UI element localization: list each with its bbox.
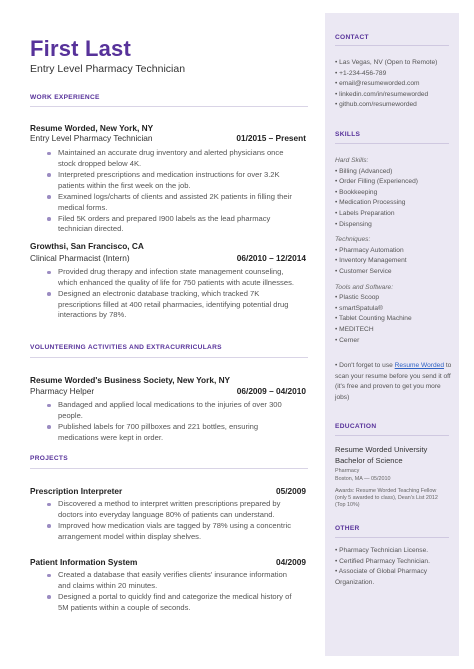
skills-subheading-hard: Hard Skills: — [335, 157, 369, 164]
candidate-title: Entry Level Pharmacy Technician — [30, 63, 186, 75]
bullet-text: Designed an electronic database tracking, which tracked 7K prescriptions filled at 400 retail pharmacies, identifying potential drug interactions by 78%. — [58, 288, 289, 320]
project-name: Prescription Interpreter — [30, 486, 123, 496]
other-list — [335, 546, 455, 588]
bullet-text: Maintained an accurate drug inventory and alerted physicians once stock dropped below 4K. — [58, 148, 284, 168]
list-item — [30, 422, 300, 443]
sidebar-heading-skills: SKILLS — [335, 131, 361, 138]
bullet-dot — [47, 503, 51, 507]
resume-worded-link[interactable]: Resume Worded — [394, 362, 445, 369]
education-location: Boston, MA — 05/2010 — [335, 476, 391, 482]
list-item: • Bookkeeping — [335, 188, 378, 196]
list-item — [30, 214, 300, 235]
list-item — [30, 400, 300, 421]
project-row — [30, 557, 306, 567]
skills-subheading-tools: Tools and Software: — [335, 283, 394, 291]
list-item — [30, 521, 300, 542]
bullet-text: Interpreted prescriptions and medication instructions for over 3.2K patients within the first week on the job. — [58, 169, 280, 190]
candidate-name: First Last — [30, 36, 132, 61]
bullet-dot — [47, 574, 51, 578]
list-item: • Pharmacy Automation — [335, 246, 404, 254]
bullet-text: Discovered a method to interpret written prescriptions prepared by doctors into everyday language 80% of patients can understand. — [58, 499, 281, 519]
list-item: • MEDITECH — [335, 325, 374, 333]
list-item — [30, 592, 300, 613]
list-item — [30, 570, 300, 591]
volunteer-role-row — [30, 386, 306, 396]
sidebar — [325, 13, 459, 656]
list-item: • smartSpatula® — [335, 304, 383, 312]
work-org: Growthsi, San Francisco, CA — [30, 241, 144, 251]
list-item — [30, 170, 300, 191]
list-item: • Certified Pharmacy Technician. — [335, 557, 430, 565]
list-item: • Customer Service — [335, 267, 392, 275]
sidebar-divider — [335, 45, 449, 46]
scan-note: • Don't forget to use Resume Worded to scan your resume before you send it off (it's free and proven to get you more jobs) — [335, 362, 452, 401]
bullet-dot — [47, 195, 51, 199]
list-item — [30, 192, 300, 213]
work-org: Resume Worded, New York, NY — [30, 123, 154, 133]
work-role: Entry Level Pharmacy Technician — [30, 133, 153, 143]
bullet-text: Improved how medication vials are tagged by 78% using a concentric arrangement model within display shelves. — [58, 520, 292, 541]
work-dates: 01/2015 – Present — [236, 133, 306, 143]
list-item: • Medication Processing — [335, 199, 406, 207]
sidebar-divider — [335, 537, 449, 538]
contact-phone: • +1-234-456-789 — [335, 69, 387, 77]
sidebar-heading-contact: CONTACT — [335, 34, 369, 41]
list-item: • Associate of Global Pharmacy Organization. — [335, 568, 428, 586]
contact-list — [335, 58, 455, 111]
list-item — [30, 499, 300, 520]
list-item: • Billing (Advanced) — [335, 167, 393, 175]
list-item: • Dispensing — [335, 220, 372, 228]
list-item: • Pharmacy Technician License. — [335, 547, 429, 554]
education-field: Pharmacy — [335, 468, 360, 474]
project-date: 04/2009 — [276, 557, 306, 567]
bullet-dot — [47, 173, 51, 177]
project-row — [30, 486, 306, 496]
list-item: • Plastic Scoop — [335, 294, 380, 302]
section-heading-volunteer: VOLUNTEERING ACTIVITIES AND EXTRACURRICULARS — [30, 344, 222, 351]
sidebar-divider — [335, 143, 449, 144]
bullet-text: Provided drug therapy and infection state management counseling, which enhanced the quality of life for 750 patients with acute illnesses. — [58, 267, 294, 287]
bullet-text: Published labels for 700 pillboxes and 221 bottles, ensuring medications were kept in order. — [58, 421, 259, 442]
bullet-text: Bandaged and applied local medications to the injuries of over 300 people. — [58, 400, 282, 420]
bullet-dot — [47, 595, 51, 599]
sidebar-heading-other: OTHER — [335, 525, 360, 532]
list-item: • Tablet Counting Machine — [335, 315, 412, 323]
work-role: Clinical Pharmacist (Intern) — [30, 253, 130, 263]
list-item — [30, 289, 300, 321]
project-bullets — [30, 499, 300, 543]
sidebar-divider — [335, 435, 449, 436]
bullet-text: Designed a portal to quickly find and categorize the medical history of 5M patients within a couple of seconds. — [58, 591, 292, 612]
bullet-dot — [47, 217, 51, 221]
skills-subheading-techniques: Techniques: — [335, 236, 371, 244]
section-divider — [30, 468, 308, 469]
contact-location: • Las Vegas, NV (Open to Remote) — [335, 59, 438, 66]
section-heading-work: WORK EXPERIENCE — [30, 94, 100, 101]
education-awards: Awards: Resume Worded Teaching Fellow (only 5 awarded to class), Dean's List 2012 (Top 10%) — [335, 488, 438, 509]
list-item — [30, 267, 300, 288]
contact-github[interactable]: • github.com/resumeworded — [335, 101, 417, 109]
bullet-dot — [47, 271, 51, 275]
volunteer-bullets — [30, 400, 300, 444]
section-heading-projects: PROJECTS — [30, 455, 68, 462]
section-divider — [30, 357, 308, 358]
bullet-text: Examined logs/charts of clients and assisted 2K patients in filling their medical forms. — [58, 191, 292, 212]
contact-email[interactable]: • email@resumeworded.com — [335, 80, 420, 88]
skills-list — [335, 156, 455, 346]
work-role-row — [30, 133, 306, 143]
work-role-row — [30, 253, 306, 263]
work-bullets — [30, 148, 300, 236]
education-school: Resume Worded University — [335, 445, 428, 454]
bullet-dot — [47, 404, 51, 408]
education-degree: Bachelor of Science — [335, 456, 403, 465]
contact-linkedin[interactable]: • linkedin.com/in/resumeworded — [335, 90, 429, 98]
project-date: 05/2009 — [276, 486, 306, 496]
work-bullets — [30, 267, 300, 322]
list-item — [30, 148, 300, 169]
volunteer-role: Pharmacy Helper — [30, 386, 95, 396]
work-dates: 06/2010 – 12/2014 — [236, 253, 306, 263]
bullet-text: Filed 5K orders and prepared I900 labels as the lead pharmacy technician directed. — [58, 213, 271, 234]
bullet-dot — [47, 292, 51, 296]
volunteer-org: Resume Worded's Business Society, New York, NY — [30, 375, 231, 385]
bullet-dot — [47, 524, 51, 528]
project-bullets — [30, 570, 300, 614]
section-divider — [30, 106, 308, 107]
volunteer-dates: 06/2009 – 04/2010 — [236, 386, 306, 396]
project-name: Patient Information System — [30, 557, 138, 567]
list-item: • Inventory Management — [335, 257, 407, 265]
list-item: • Cerner — [335, 336, 360, 344]
bullet-text: Created a database that easily verifies clients' insurance information and claims within 20 minutes. — [58, 570, 287, 590]
bullet-dot — [47, 425, 51, 429]
list-item: • Labels Preparation — [335, 209, 395, 217]
list-item: • Order Filling (Experienced) — [335, 178, 418, 186]
sidebar-heading-education: EDUCATION — [335, 423, 377, 430]
bullet-dot — [47, 152, 51, 156]
